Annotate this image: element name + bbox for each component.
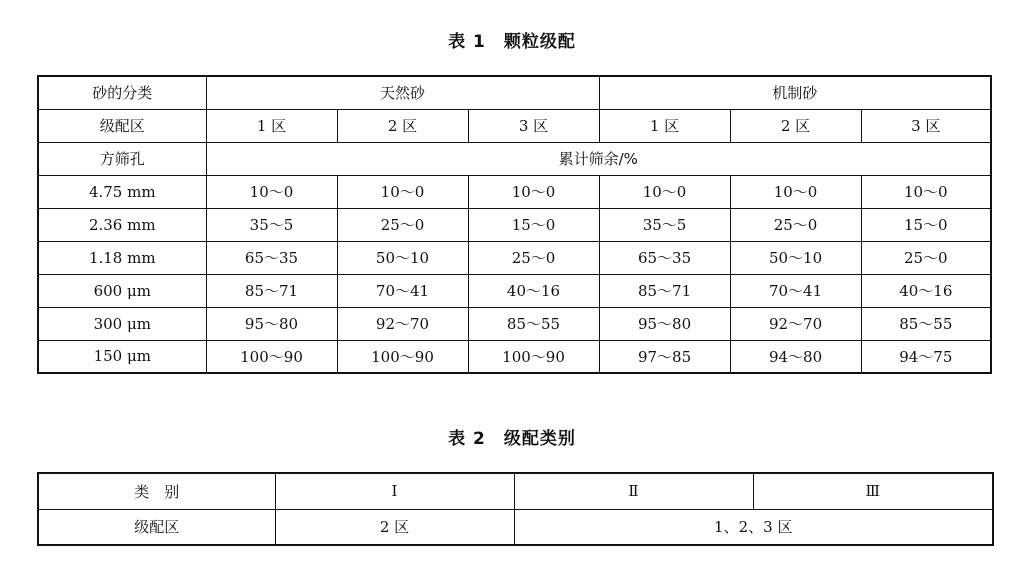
table-cell: 25～0 — [730, 208, 861, 241]
sieve-size: 1.18 mm — [38, 241, 206, 274]
zone-header: 1 区 — [206, 109, 337, 142]
zone-label: 级配区 — [38, 109, 206, 142]
header-row-sieve — [38, 142, 991, 175]
table-cell: 15～0 — [861, 208, 991, 241]
table-cell: 94～75 — [861, 340, 991, 373]
table-row — [38, 307, 991, 340]
table-cell: 10～0 — [730, 175, 861, 208]
table-cell: 40～16 — [468, 274, 599, 307]
table-cell: 92～70 — [730, 307, 861, 340]
table-cell: 10～0 — [599, 175, 730, 208]
sieve-size: 2.36 mm — [38, 208, 206, 241]
sieve-size: 4.75 mm — [38, 175, 206, 208]
table-cell: 10～0 — [206, 175, 337, 208]
table-cell: 95～80 — [206, 307, 337, 340]
category-header: Ⅲ — [753, 473, 993, 509]
table-cell: 35～5 — [599, 208, 730, 241]
table-cell: 94～80 — [730, 340, 861, 373]
table-cell: 50～10 — [730, 241, 861, 274]
sieve-size: 150 μm — [38, 340, 206, 373]
zone-label: 级配区 — [38, 509, 275, 545]
table-cell: 100～90 — [468, 340, 599, 373]
table-cell: 70～41 — [730, 274, 861, 307]
table-cell: 25～0 — [337, 208, 468, 241]
table-cell: 50～10 — [337, 241, 468, 274]
zone-header: 1 区 — [599, 109, 730, 142]
table-cell: 40～16 — [861, 274, 991, 307]
table-cell: 85～71 — [599, 274, 730, 307]
sieve-size: 300 μm — [38, 307, 206, 340]
zone-cell-category-2-3: 1、2、3 区 — [514, 509, 993, 545]
table-cell: 100～90 — [337, 340, 468, 373]
table-cell: 100～90 — [206, 340, 337, 373]
table-cell: 85～71 — [206, 274, 337, 307]
category-header: Ⅰ — [275, 473, 514, 509]
table-row — [38, 208, 991, 241]
cumulative-retained-header: 累计筛余/% — [206, 142, 991, 175]
category-row — [38, 473, 993, 509]
table-cell: 15～0 — [468, 208, 599, 241]
table-cell: 10～0 — [337, 175, 468, 208]
table-row — [38, 241, 991, 274]
table-cell: 10～0 — [861, 175, 991, 208]
table-cell: 85～55 — [468, 307, 599, 340]
table2-caption: 表 2 级配类别 — [448, 429, 576, 449]
grading-category-table — [37, 472, 994, 546]
zone-header: 3 区 — [468, 109, 599, 142]
sieve-size: 600 μm — [38, 274, 206, 307]
table-cell: 35～5 — [206, 208, 337, 241]
category-label: 类 别 — [38, 473, 275, 509]
table-cell: 92～70 — [337, 307, 468, 340]
table-cell: 65～35 — [599, 241, 730, 274]
natural-sand-header: 天然砂 — [206, 76, 599, 109]
table-cell: 70～41 — [337, 274, 468, 307]
table-row — [38, 340, 991, 373]
table-cell: 25～0 — [468, 241, 599, 274]
header-row-zone — [38, 109, 991, 142]
zone-row — [38, 509, 993, 545]
zone-header: 3 区 — [861, 109, 991, 142]
zone-header: 2 区 — [730, 109, 861, 142]
manufactured-sand-header: 机制砂 — [599, 76, 991, 109]
grading-table — [37, 75, 992, 374]
table-cell: 97～85 — [599, 340, 730, 373]
table-cell: 95～80 — [599, 307, 730, 340]
header-row-sand-type — [38, 76, 991, 109]
table-cell: 65～35 — [206, 241, 337, 274]
table-row — [38, 175, 991, 208]
zone-header: 2 区 — [337, 109, 468, 142]
table1-caption: 表 1 颗粒级配 — [448, 32, 576, 52]
sieve-label: 方筛孔 — [38, 142, 206, 175]
zone-cell-category-1: 2 区 — [275, 509, 514, 545]
table-row — [38, 274, 991, 307]
category-header: Ⅱ — [514, 473, 753, 509]
table-cell: 25～0 — [861, 241, 991, 274]
sand-category-label: 砂的分类 — [38, 76, 206, 109]
table-cell: 10～0 — [468, 175, 599, 208]
table-cell: 85～55 — [861, 307, 991, 340]
